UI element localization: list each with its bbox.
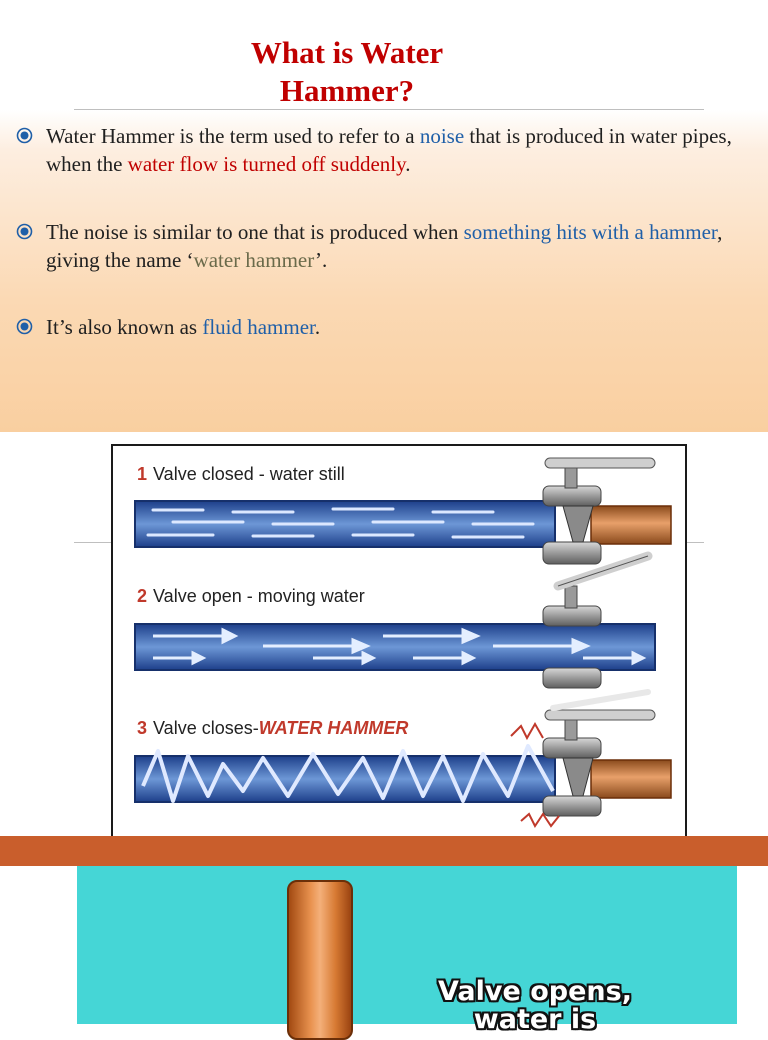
pipe-step-2 xyxy=(135,556,655,688)
step-3-emphasis: WATER HAMMER xyxy=(258,718,409,738)
bullet-2 xyxy=(16,218,766,274)
slide-3 xyxy=(0,866,768,1035)
step-3-text: Valve closes- xyxy=(153,718,259,738)
bullet-2-part: The noise is similar to one that is produced when xyxy=(46,220,464,244)
slide-1 xyxy=(0,0,768,432)
bullet-2-keyword-hammer: something hits with a hammer xyxy=(463,220,718,244)
bullet-1-keyword-noise: noise xyxy=(419,124,465,148)
title-line-2: Hammer? xyxy=(279,73,415,108)
bullet-1-part: that is produced in water pipes, when the xyxy=(46,124,732,176)
title-divider xyxy=(74,109,704,110)
step-1-text: Valve closed - water still xyxy=(153,464,345,484)
caption-line-2: water is xyxy=(473,1004,597,1035)
vertical-pipe-image xyxy=(287,880,353,1040)
pipe-step-3 xyxy=(135,692,671,826)
caption xyxy=(395,978,675,1034)
animation-panel xyxy=(77,866,737,1035)
bullet-1-keyword-flow: water flow is turned off suddenly xyxy=(127,152,406,176)
bullet-2-text xyxy=(16,218,766,274)
bullet-1-part: . xyxy=(405,152,411,176)
bullet-3-text xyxy=(16,313,766,341)
bullet-2-part: , giving the name ‘ xyxy=(46,220,723,272)
bullet-1-part: Water Hammer is the term used to refer to a xyxy=(46,124,420,148)
title-line-1: What is Water xyxy=(250,35,444,70)
bullet-3-part: . xyxy=(314,315,321,339)
slide-title xyxy=(0,34,694,110)
step-2-text: Valve open - moving water xyxy=(153,586,365,606)
step-2-number: 2 xyxy=(137,586,148,606)
slide-2 xyxy=(0,432,768,836)
bullet-1-text xyxy=(16,122,766,178)
step-1-number: 1 xyxy=(137,464,148,484)
bullet-3 xyxy=(16,313,766,341)
step-3-number: 3 xyxy=(137,718,148,738)
bullet-circle-icon xyxy=(16,127,33,144)
pipe-step-1 xyxy=(135,458,671,564)
divider-band xyxy=(0,836,768,866)
bullet-3-keyword-fluid-hammer: fluid hammer xyxy=(202,315,315,339)
bullet-circle-icon xyxy=(16,318,33,335)
bullet-2-part: ’. xyxy=(315,248,328,272)
bullet-circle-icon xyxy=(16,223,33,240)
caption-line-1: Valve opens, xyxy=(438,976,632,1007)
bullet-3-part: It’s also known as xyxy=(46,315,203,339)
water-hammer-diagram xyxy=(111,444,687,840)
diagram-graphics xyxy=(113,446,685,838)
bullet-2-keyword-water-hammer: water hammer xyxy=(193,248,316,272)
bullet-1 xyxy=(16,122,766,178)
